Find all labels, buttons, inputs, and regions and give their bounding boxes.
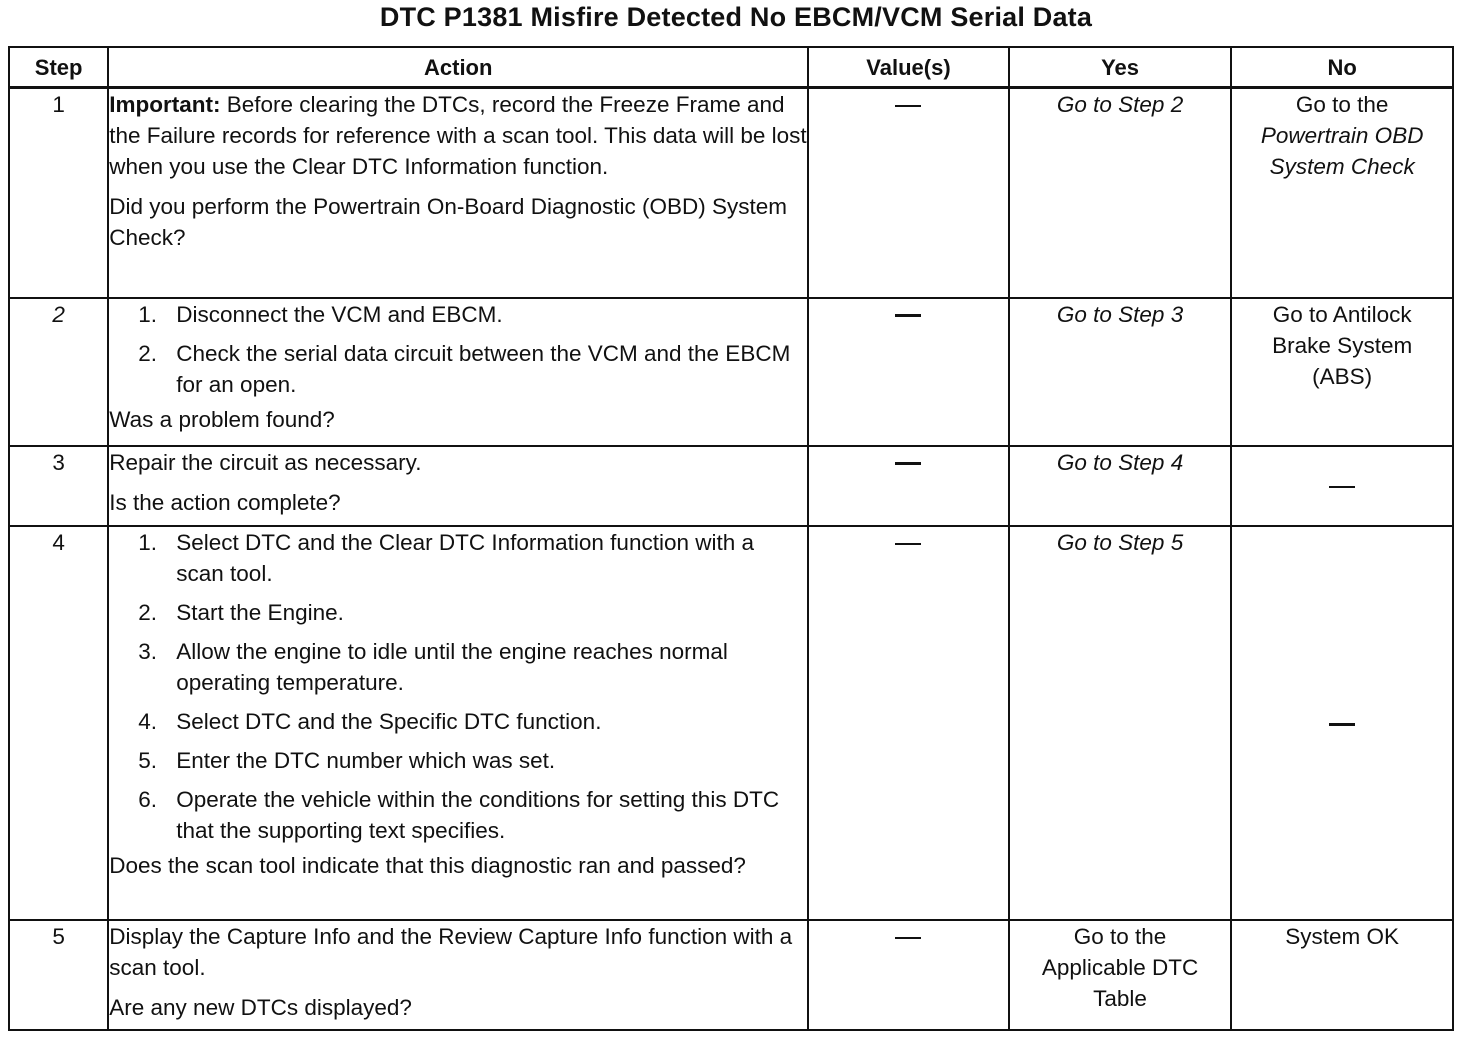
list-item: 4. Select DTC and the Specific DTC function. bbox=[138, 708, 602, 734]
step-number: 5 bbox=[9, 920, 108, 1030]
action-question: Is the action complete? bbox=[109, 489, 341, 515]
yes-cell: Go to Step 4 bbox=[1009, 446, 1232, 526]
value-cell bbox=[808, 526, 1009, 920]
dash-mark bbox=[895, 937, 921, 939]
action-question: Are any new DTCs displayed? bbox=[109, 994, 412, 1020]
table-row bbox=[9, 920, 1453, 1030]
list-item: 3. Allow the engine to idle until the engine reaches normal operating temperature. bbox=[138, 638, 728, 695]
important-text: Before clearing the DTCs, record the Freeze Frame and the Failure records for reference with a scan tool. This data will be lost when you use the Clear DTC Information function. bbox=[109, 92, 807, 179]
action-list bbox=[109, 299, 807, 400]
dash-mark bbox=[895, 105, 921, 107]
list-item: 5. Enter the DTC number which was set. bbox=[138, 747, 556, 773]
action-cell bbox=[108, 88, 808, 298]
header-row bbox=[9, 47, 1453, 88]
table-row bbox=[9, 88, 1453, 298]
action-question: Was a problem found? bbox=[109, 406, 335, 432]
yes-cell: Go to Step 3 bbox=[1009, 298, 1232, 446]
table-row bbox=[9, 526, 1453, 920]
list-item: 1. Disconnect the VCM and EBCM. bbox=[138, 301, 503, 327]
no-cell bbox=[1231, 526, 1453, 920]
action-question: Does the scan tool indicate that this diagnostic ran and passed? bbox=[109, 852, 746, 878]
value-cell bbox=[808, 920, 1009, 1030]
no-cell bbox=[1231, 446, 1453, 526]
no-cell bbox=[1231, 88, 1453, 298]
header-yes: Yes bbox=[1009, 47, 1232, 88]
important-label: Important: bbox=[109, 92, 221, 117]
important-note bbox=[109, 89, 807, 182]
dash-mark bbox=[895, 462, 921, 465]
action-cell bbox=[108, 446, 808, 526]
no-cell: System OK bbox=[1231, 920, 1453, 1030]
no-cell: Go to Antilock Brake System (ABS) bbox=[1231, 298, 1453, 446]
no-prefix: Go to the bbox=[1295, 92, 1389, 117]
action-cell bbox=[108, 920, 808, 1030]
list-item: 6. Operate the vehicle within the conditions for setting this DTC that the supporting text specifies. bbox=[138, 786, 780, 843]
yes-cell: Go to Step 2 bbox=[1009, 88, 1232, 298]
header-step: Step bbox=[9, 47, 108, 88]
step-number: 1 bbox=[9, 88, 108, 298]
value-cell bbox=[808, 446, 1009, 526]
header-action: Action bbox=[108, 47, 808, 88]
list-item: 2. Start the Engine. bbox=[138, 599, 344, 625]
dash-mark bbox=[895, 314, 921, 317]
action-list bbox=[109, 527, 807, 846]
step-number: 3 bbox=[9, 446, 108, 526]
yes-cell: Go to the Applicable DTC Table bbox=[1009, 920, 1232, 1030]
page-title: DTC P1381 Misfire Detected No EBCM/VCM Serial Data bbox=[379, 2, 1093, 32]
action-text: Display the Capture Info and the Review Capture Info function with a scan tool. bbox=[109, 923, 793, 980]
diagnostic-table bbox=[8, 46, 1454, 1031]
action-question: Did you perform the Powertrain On-Board Diagnostic (OBD) System Check? bbox=[109, 194, 788, 250]
step-number: 2 bbox=[9, 298, 108, 446]
table-row bbox=[9, 446, 1453, 526]
no-link: Powertrain OBD System Check bbox=[1260, 123, 1424, 179]
action-cell bbox=[108, 298, 808, 446]
list-item: 1. Select DTC and the Clear DTC Information function with a scan tool. bbox=[138, 529, 755, 586]
dash-mark bbox=[895, 543, 921, 545]
dash-mark bbox=[1329, 486, 1355, 488]
value-cell bbox=[808, 298, 1009, 446]
action-cell bbox=[108, 526, 808, 920]
dash-mark bbox=[1329, 723, 1355, 726]
list-item: 2. Check the serial data circuit between the VCM and the EBCM for an open. bbox=[138, 340, 791, 397]
step-number: 4 bbox=[9, 526, 108, 920]
yes-cell: Go to Step 5 bbox=[1009, 526, 1232, 920]
table-row bbox=[9, 298, 1453, 446]
action-text: Repair the circuit as necessary. bbox=[109, 449, 422, 475]
header-no: No bbox=[1231, 47, 1453, 88]
header-value: Value(s) bbox=[808, 47, 1009, 88]
value-cell bbox=[808, 88, 1009, 298]
